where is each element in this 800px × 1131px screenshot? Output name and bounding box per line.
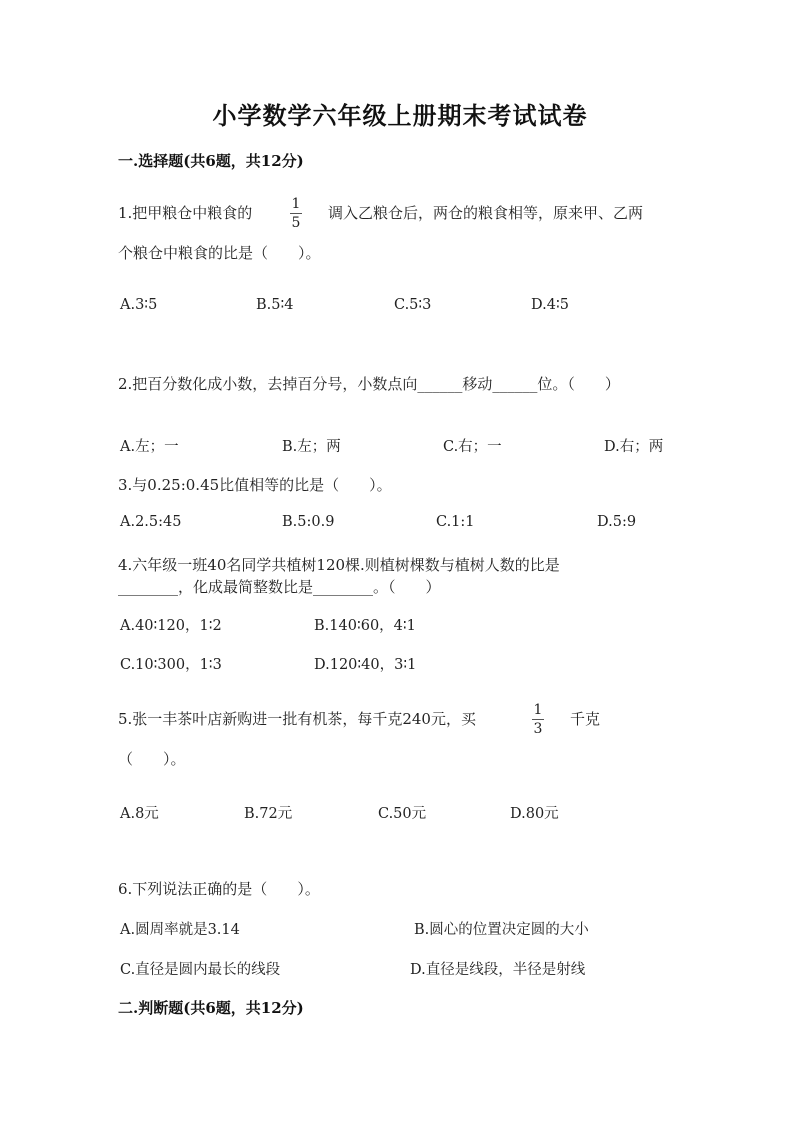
question-3-option-b[interactable]: B.5:0.9 — [282, 514, 335, 530]
question-4-option-b[interactable]: B.140∶60，4∶1 — [314, 618, 416, 634]
question-6-option-a[interactable]: A.圆周率就是3.14 — [120, 922, 240, 938]
question-1-line-1 — [118, 202, 252, 223]
question-1-prefix: 1.把甲粮仓中粮食的 — [118, 204, 253, 222]
question-6-option-c[interactable]: C.直径是圆内最长的线段 — [120, 962, 281, 978]
question-3-text: 3.与0.25:0.45比值相等的比是（ ）。 — [118, 476, 392, 494]
question-5-option-b[interactable]: B.72元 — [244, 806, 293, 822]
question-1-option-b[interactable]: B.5∶4 — [256, 297, 294, 313]
question-5-line-2: （ ）。 — [118, 750, 186, 768]
question-3-option-a[interactable]: A.2.5:45 — [120, 514, 182, 530]
section-heading-judgement: 二.判断题(共6题，共12分) — [118, 999, 304, 1017]
question-2-option-c[interactable]: C.右；一 — [443, 439, 502, 455]
question-4-line-1: 4.六年级一班40名同学共植树120棵.则植树棵数与植树人数的比是 — [118, 556, 560, 574]
question-4-option-a[interactable]: A.40∶120，1∶2 — [120, 618, 222, 634]
question-5-suffix: 千克 — [570, 710, 601, 728]
question-6-option-b[interactable]: B.圆心的位置决定圆的大小 — [414, 922, 589, 938]
question-1-option-c[interactable]: C.5∶3 — [394, 297, 432, 313]
fraction-denominator: 5 — [291, 215, 301, 231]
fraction-denominator: 3 — [533, 721, 543, 737]
question-6-text: 6.下列说法正确的是（ ）。 — [118, 880, 320, 898]
question-5-option-a[interactable]: A.8元 — [120, 806, 159, 822]
fraction-bar — [290, 213, 302, 214]
question-1-option-d[interactable]: D.4∶5 — [531, 297, 569, 313]
question-1-suffix: 调入乙粮仓后，两仓的粮食相等，原来甲、乙两 — [328, 204, 644, 222]
question-3-option-c[interactable]: C.1:1 — [436, 514, 475, 530]
question-2-option-d[interactable]: D.右；两 — [604, 439, 664, 455]
fraction-numerator: 1 — [291, 196, 301, 212]
question-2-option-a[interactable]: A.左；一 — [120, 439, 179, 455]
question-5-fraction — [530, 702, 546, 737]
question-6-option-d[interactable]: D.直径是线段，半径是射线 — [410, 962, 586, 978]
question-2-option-b[interactable]: B.左；两 — [282, 439, 341, 455]
fraction-bar — [532, 719, 544, 720]
question-2-text: 2.把百分数化成小数，去掉百分号，小数点向______移动______位。（ ） — [118, 375, 620, 393]
question-1-fraction — [288, 196, 304, 231]
section-heading-choice: 一.选择题(共6题，共12分) — [118, 152, 304, 170]
question-1-option-a[interactable]: A.3∶5 — [120, 297, 158, 313]
page-title: 小学数学六年级上册期末考试试卷 — [212, 101, 588, 130]
question-4-option-d[interactable]: D.120∶40，3∶1 — [314, 657, 417, 673]
fraction-numerator: 1 — [533, 702, 543, 718]
question-5-option-c[interactable]: C.50元 — [378, 806, 427, 822]
question-5-option-d[interactable]: D.80元 — [510, 806, 559, 822]
question-4-option-c[interactable]: C.10∶300，1∶3 — [120, 657, 222, 673]
question-4-line-2: ________，化成最简整数比是________。（ ） — [118, 578, 441, 596]
question-5-prefix: 5.张一丰茶叶店新购进一批有机茶，每千克240元，买 — [118, 710, 476, 728]
question-3-option-d[interactable]: D.5:9 — [597, 514, 637, 530]
question-1-line-2: 个粮仓中粮食的比是（ ）。 — [118, 244, 321, 262]
